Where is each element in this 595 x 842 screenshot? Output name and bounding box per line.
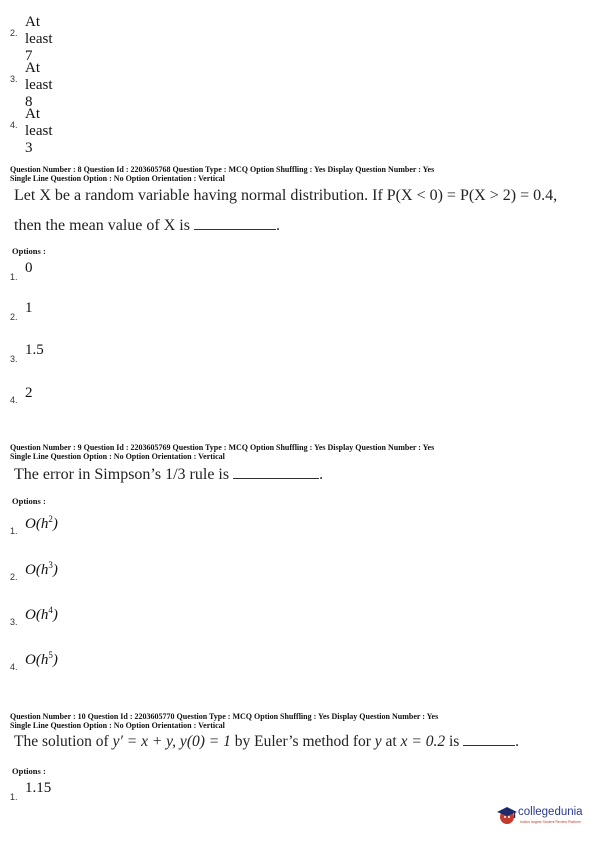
option-base: O(h <box>25 516 49 532</box>
options-label: Options : <box>12 246 46 256</box>
option-exponent: 2 <box>48 514 53 524</box>
question-meta <box>10 712 580 730</box>
question-text: then the mean value of X is <box>14 217 190 234</box>
question-meta-line2: Single Line Question Option : No Option Orientation : Vertical <box>10 174 225 183</box>
option-text <box>25 605 58 624</box>
option-number: 2. <box>10 572 18 582</box>
question-text: at <box>385 733 397 750</box>
option-text: 2 <box>25 385 33 401</box>
option-close: ) <box>52 652 58 668</box>
option-text: At least 7 <box>25 14 53 64</box>
option-number: 3. <box>10 354 18 364</box>
answer-blank <box>463 733 515 746</box>
option-number: 4. <box>10 662 18 672</box>
question-meta-line1: Question Number : 10 Question Id : 2203605770 Question Type : MCQ Option Shuffling : Yes Display Question Number : Yes <box>10 712 439 721</box>
option-close: ) <box>52 607 58 623</box>
question-meta <box>10 443 580 461</box>
option-text: At least 8 <box>25 60 53 110</box>
question-meta-line1: Question Number : 9 Question Id : 2203605769 Question Type : MCQ Option Shuffling : Yes Display Question Number : Yes <box>10 443 435 452</box>
option-number: 2. <box>10 312 18 322</box>
question-text: is <box>448 733 460 750</box>
option-number: 3. <box>10 74 18 84</box>
option-text: 1 <box>25 300 33 316</box>
logo-tagline: India's largest Student Review Platform <box>520 820 581 824</box>
option-number: 2. <box>10 28 18 38</box>
option-number: 4. <box>10 120 18 130</box>
answer-blank <box>194 217 276 230</box>
option-number: 4. <box>10 395 18 405</box>
question-text-line1: The solution of y′ = x + y, y(0) = 1 by Euler’s method for y at x = 0.2 is . <box>14 733 520 750</box>
option-text: At least 3 <box>25 106 53 156</box>
option-number: 1. <box>10 272 18 282</box>
option-close: ) <box>52 562 58 578</box>
option-base: O(h <box>25 652 49 668</box>
question-math: x = 0.2 <box>400 733 446 750</box>
answer-blank <box>233 466 319 479</box>
option-base: O(h <box>25 562 49 578</box>
options-label: Options : <box>12 766 46 776</box>
question-text-line1: The error in Simpson’s 1/3 rule is . <box>14 466 324 483</box>
option-base: O(h <box>25 607 49 623</box>
option-exponent: 5 <box>48 650 53 660</box>
option-text: 1.15 <box>25 780 52 796</box>
question-meta-line2: Single Line Question Option : No Option Orientation : Vertical <box>10 452 225 461</box>
option-text <box>25 514 58 533</box>
option-text: 1.5 <box>25 342 44 358</box>
option-number: 1. <box>10 792 18 802</box>
collegedunia-logo <box>496 798 591 834</box>
graduation-cap-icon <box>496 804 518 826</box>
option-exponent: 4 <box>48 605 53 615</box>
option-close: ) <box>52 516 58 532</box>
option-text <box>25 560 58 579</box>
question-meta-line2: Single Line Question Option : No Option Orientation : Vertical <box>10 721 225 730</box>
option-number: 1. <box>10 526 18 536</box>
logo-wordmark: collegedunia <box>518 806 583 818</box>
question-text: Let X be a random variable having normal distribution. If P(X < 0) = P(X > 2) = 0.4, <box>14 187 558 204</box>
question-math: y′ = x + y, y(0) = 1 <box>112 733 231 750</box>
question-text-line2: then the mean value of X is . <box>14 217 280 234</box>
option-text: 0 <box>25 260 33 276</box>
question-meta-line1: Question Number : 8 Question Id : 2203605768 Question Type : MCQ Option Shuffling : Yes Display Question Number : Yes <box>10 165 435 174</box>
question-meta <box>10 165 580 183</box>
option-text <box>25 650 58 669</box>
option-number: 3. <box>10 617 18 627</box>
question-text-line1 <box>14 187 557 205</box>
question-math: y <box>374 733 382 750</box>
option-exponent: 3 <box>48 560 53 570</box>
question-text: The solution of <box>14 733 109 750</box>
options-label: Options : <box>12 496 46 506</box>
question-text: The error in Simpson’s 1/3 rule is <box>14 466 230 483</box>
question-text: by Euler’s method for <box>234 733 371 750</box>
